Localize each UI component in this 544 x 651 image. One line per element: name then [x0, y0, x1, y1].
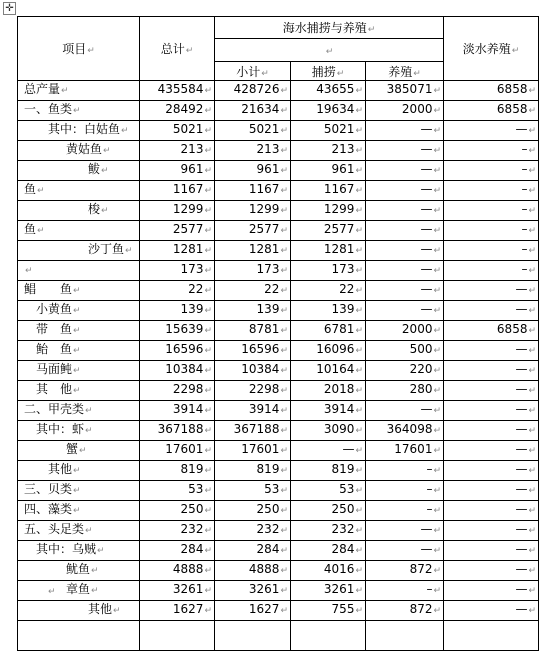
row-label: 马面鲀↵: [18, 361, 140, 381]
cell-subtotal: 367188↵: [215, 421, 291, 441]
cell-subtotal: 2577↵: [215, 221, 291, 241]
empty-cell: [366, 621, 444, 651]
cell-freshwater: —↵: [444, 581, 539, 601]
cell-subtotal: 250↵: [215, 501, 291, 521]
table-row: [18, 161, 539, 181]
cell-farming: 2000↵: [366, 321, 444, 341]
cell-farming: —↵: [366, 541, 444, 561]
cell-catch: 755↵: [291, 601, 366, 621]
cell-farming: —↵: [366, 141, 444, 161]
header-freshwater: 淡水养殖↵: [444, 17, 539, 81]
header-marine-empty: ↵: [215, 39, 444, 62]
cell-farming: –↵: [366, 481, 444, 501]
cell-catch: 2018↵: [291, 381, 366, 401]
header-catch: 捕捞↵: [291, 62, 366, 81]
cell-subtotal: 1167↵: [215, 181, 291, 201]
cell-freshwater: —↵: [444, 361, 539, 381]
cell-farming: 364098↵: [366, 421, 444, 441]
cell-total: 1627↵: [140, 601, 215, 621]
cell-catch: 3914↵: [291, 401, 366, 421]
row-label: 其 他↵: [18, 381, 140, 401]
cell-freshwater: —↵: [444, 301, 539, 321]
empty-cell: [291, 621, 366, 651]
cell-total: 15639↵: [140, 321, 215, 341]
cell-subtotal: 173↵: [215, 261, 291, 281]
row-label: 梭↵: [18, 201, 140, 221]
cell-freshwater: —↵: [444, 341, 539, 361]
table-row: [18, 201, 539, 221]
cell-subtotal: 139↵: [215, 301, 291, 321]
cell-farming: 872↵: [366, 601, 444, 621]
cell-freshwater: —↵: [444, 441, 539, 461]
cell-farming: —↵: [366, 201, 444, 221]
cell-total: 139↵: [140, 301, 215, 321]
cell-farming: —↵: [366, 241, 444, 261]
header-total: 总计↵: [140, 17, 215, 81]
cell-farming: —↵: [366, 221, 444, 241]
cell-catch: 173↵: [291, 261, 366, 281]
cell-freshwater: —↵: [444, 481, 539, 501]
cell-farming: 500↵: [366, 341, 444, 361]
cell-freshwater: –↵: [444, 141, 539, 161]
row-label: 其中：虾↵: [18, 421, 140, 441]
cell-subtotal: 5021↵: [215, 121, 291, 141]
row-label: 鲳 鱼↵: [18, 281, 140, 301]
empty-cell: [215, 621, 291, 651]
row-label: 二、甲壳类↵: [18, 401, 140, 421]
cell-catch: 250↵: [291, 501, 366, 521]
row-label: 一、鱼类↵: [18, 101, 140, 121]
row-label: 其他↵: [18, 601, 140, 621]
cell-subtotal: 4888↵: [215, 561, 291, 581]
cell-catch: 10164↵: [291, 361, 366, 381]
cell-catch: 1299↵: [291, 201, 366, 221]
row-label: 五、头足类↵: [18, 521, 140, 541]
row-label: 三、贝类↵: [18, 481, 140, 501]
table-row: [18, 381, 539, 401]
cell-farming: 2000↵: [366, 101, 444, 121]
cell-total: 961↵: [140, 161, 215, 181]
cell-freshwater: —↵: [444, 121, 539, 141]
cell-total: 819↵: [140, 461, 215, 481]
cell-subtotal: 22↵: [215, 281, 291, 301]
cell-total: 3914↵: [140, 401, 215, 421]
cell-catch: 5021↵: [291, 121, 366, 141]
cell-freshwater: 6858↵: [444, 81, 539, 101]
row-label: 鱿鱼↵: [18, 561, 140, 581]
row-label: 小黄鱼↵: [18, 301, 140, 321]
table-row: [18, 321, 539, 341]
row-label: 蟹↵: [18, 441, 140, 461]
cell-farming: —↵: [366, 121, 444, 141]
table-row: [18, 241, 539, 261]
table-row: [18, 101, 539, 121]
header-farming: 养殖↵: [366, 62, 444, 81]
table-row: [18, 141, 539, 161]
cell-farming: —↵: [366, 281, 444, 301]
cell-total: 4888↵: [140, 561, 215, 581]
cell-catch: 2577↵: [291, 221, 366, 241]
cell-farming: –↵: [366, 581, 444, 601]
cell-farming: 872↵: [366, 561, 444, 581]
cell-subtotal: 1281↵: [215, 241, 291, 261]
cell-subtotal: 17601↵: [215, 441, 291, 461]
cell-total: 435584↵: [140, 81, 215, 101]
cell-subtotal: 16596↵: [215, 341, 291, 361]
cell-catch: 139↵: [291, 301, 366, 321]
cell-catch: 6781↵: [291, 321, 366, 341]
empty-cell: [140, 621, 215, 651]
row-label: 鲅↵: [18, 161, 140, 181]
cell-freshwater: –↵: [444, 241, 539, 261]
empty-cell: [444, 621, 539, 651]
cell-catch: 16096↵: [291, 341, 366, 361]
cell-catch: —↵: [291, 441, 366, 461]
cell-catch: 213↵: [291, 141, 366, 161]
cell-farming: —↵: [366, 301, 444, 321]
cell-freshwater: —↵: [444, 601, 539, 621]
table-move-handle-icon[interactable]: ✛: [3, 2, 16, 15]
empty-cell: [18, 621, 140, 651]
cell-total: 3261↵: [140, 581, 215, 601]
cell-subtotal: 8781↵: [215, 321, 291, 341]
row-label: 带 鱼↵: [18, 321, 140, 341]
cell-catch: 53↵: [291, 481, 366, 501]
cell-total: 284↵: [140, 541, 215, 561]
table-row: [18, 81, 539, 101]
end-paragraph-mark: ↵: [48, 587, 56, 597]
header-marine-group: 海水捕捞与养殖↵: [215, 17, 444, 39]
cell-total: 28492↵: [140, 101, 215, 121]
cell-catch: 43655↵: [291, 81, 366, 101]
table-row: [18, 401, 539, 421]
header-item: 项目↵: [18, 17, 140, 81]
cell-catch: 961↵: [291, 161, 366, 181]
row-label: 鱼↵: [18, 221, 140, 241]
table-row: [18, 481, 539, 501]
cell-total: 232↵: [140, 521, 215, 541]
cell-farming: —↵: [366, 181, 444, 201]
table-row: [18, 541, 539, 561]
cell-total: 10384↵: [140, 361, 215, 381]
cell-total: 5021↵: [140, 121, 215, 141]
table-row: [18, 561, 539, 581]
cell-total: 2577↵: [140, 221, 215, 241]
cell-subtotal: 2298↵: [215, 381, 291, 401]
cell-total: 17601↵: [140, 441, 215, 461]
cell-total: 22↵: [140, 281, 215, 301]
cell-freshwater: —↵: [444, 281, 539, 301]
cell-farming: 17601↵: [366, 441, 444, 461]
cell-subtotal: 1627↵: [215, 601, 291, 621]
cell-total: 1281↵: [140, 241, 215, 261]
cell-freshwater: —↵: [444, 381, 539, 401]
table-row: [18, 581, 539, 601]
cell-freshwater: –↵: [444, 261, 539, 281]
cell-subtotal: 3914↵: [215, 401, 291, 421]
fishery-production-table: [17, 16, 539, 651]
table-row-empty: [18, 621, 539, 651]
cell-freshwater: —↵: [444, 541, 539, 561]
cell-total: 250↵: [140, 501, 215, 521]
cell-freshwater: —↵: [444, 501, 539, 521]
table-row: [18, 461, 539, 481]
row-label: ↵: [18, 261, 140, 281]
row-label: 沙丁鱼↵: [18, 241, 140, 261]
cell-subtotal: 3261↵: [215, 581, 291, 601]
cell-subtotal: 1299↵: [215, 201, 291, 221]
cell-freshwater: —↵: [444, 401, 539, 421]
table-row: [18, 521, 539, 541]
cell-catch: 3261↵: [291, 581, 366, 601]
cell-freshwater: 6858↵: [444, 101, 539, 121]
row-label: 总产量↵: [18, 81, 140, 101]
row-label: 其他↵: [18, 461, 140, 481]
header-subtotal: 小计↵: [215, 62, 291, 81]
cell-catch: 1167↵: [291, 181, 366, 201]
cell-catch: 22↵: [291, 281, 366, 301]
cell-farming: —↵: [366, 401, 444, 421]
table-row: [18, 261, 539, 281]
table-row: [18, 121, 539, 141]
cell-freshwater: —↵: [444, 461, 539, 481]
cell-total: 16596↵: [140, 341, 215, 361]
cell-freshwater: –↵: [444, 181, 539, 201]
cell-subtotal: 232↵: [215, 521, 291, 541]
table-row: [18, 501, 539, 521]
table-row: [18, 421, 539, 441]
cell-catch: 232↵: [291, 521, 366, 541]
row-label: 黄姑鱼↵: [18, 141, 140, 161]
cell-farming: 220↵: [366, 361, 444, 381]
table-row: [18, 441, 539, 461]
cell-subtotal: 53↵: [215, 481, 291, 501]
table-row: [18, 221, 539, 241]
cell-catch: 19634↵: [291, 101, 366, 121]
row-label: 章鱼↵: [18, 581, 140, 601]
cell-farming: —↵: [366, 261, 444, 281]
cell-subtotal: 10384↵: [215, 361, 291, 381]
cell-total: 53↵: [140, 481, 215, 501]
cell-farming: 385071↵: [366, 81, 444, 101]
row-label: 鲐 鱼↵: [18, 341, 140, 361]
cell-farming: –↵: [366, 501, 444, 521]
cell-catch: 3090↵: [291, 421, 366, 441]
table-row: [18, 341, 539, 361]
cell-farming: —↵: [366, 161, 444, 181]
row-label: 鱼↵: [18, 181, 140, 201]
cell-freshwater: —↵: [444, 421, 539, 441]
cell-freshwater: –↵: [444, 221, 539, 241]
cell-total: 173↵: [140, 261, 215, 281]
cell-subtotal: 21634↵: [215, 101, 291, 121]
table-row: [18, 301, 539, 321]
row-label: 其中：乌贼↵: [18, 541, 140, 561]
cell-catch: 1281↵: [291, 241, 366, 261]
cell-total: 1299↵: [140, 201, 215, 221]
row-label: 其中：白姑鱼↵: [18, 121, 140, 141]
cell-subtotal: 819↵: [215, 461, 291, 481]
table-row: [18, 181, 539, 201]
table-row: [18, 281, 539, 301]
cell-farming: —↵: [366, 521, 444, 541]
cell-subtotal: 213↵: [215, 141, 291, 161]
cell-freshwater: —↵: [444, 561, 539, 581]
cell-freshwater: 6858↵: [444, 321, 539, 341]
cell-freshwater: —↵: [444, 521, 539, 541]
cell-total: 2298↵: [140, 381, 215, 401]
cell-subtotal: 961↵: [215, 161, 291, 181]
cell-catch: 284↵: [291, 541, 366, 561]
row-label: 四、藻类↵: [18, 501, 140, 521]
cell-farming: –↵: [366, 461, 444, 481]
cell-farming: 280↵: [366, 381, 444, 401]
cell-total: 367188↵: [140, 421, 215, 441]
cell-total: 1167↵: [140, 181, 215, 201]
cell-freshwater: –↵: [444, 161, 539, 181]
cell-subtotal: 428726↵: [215, 81, 291, 101]
table-row: [18, 361, 539, 381]
cell-catch: 4016↵: [291, 561, 366, 581]
cell-subtotal: 284↵: [215, 541, 291, 561]
cell-freshwater: –↵: [444, 201, 539, 221]
cell-catch: 819↵: [291, 461, 366, 481]
cell-total: 213↵: [140, 141, 215, 161]
